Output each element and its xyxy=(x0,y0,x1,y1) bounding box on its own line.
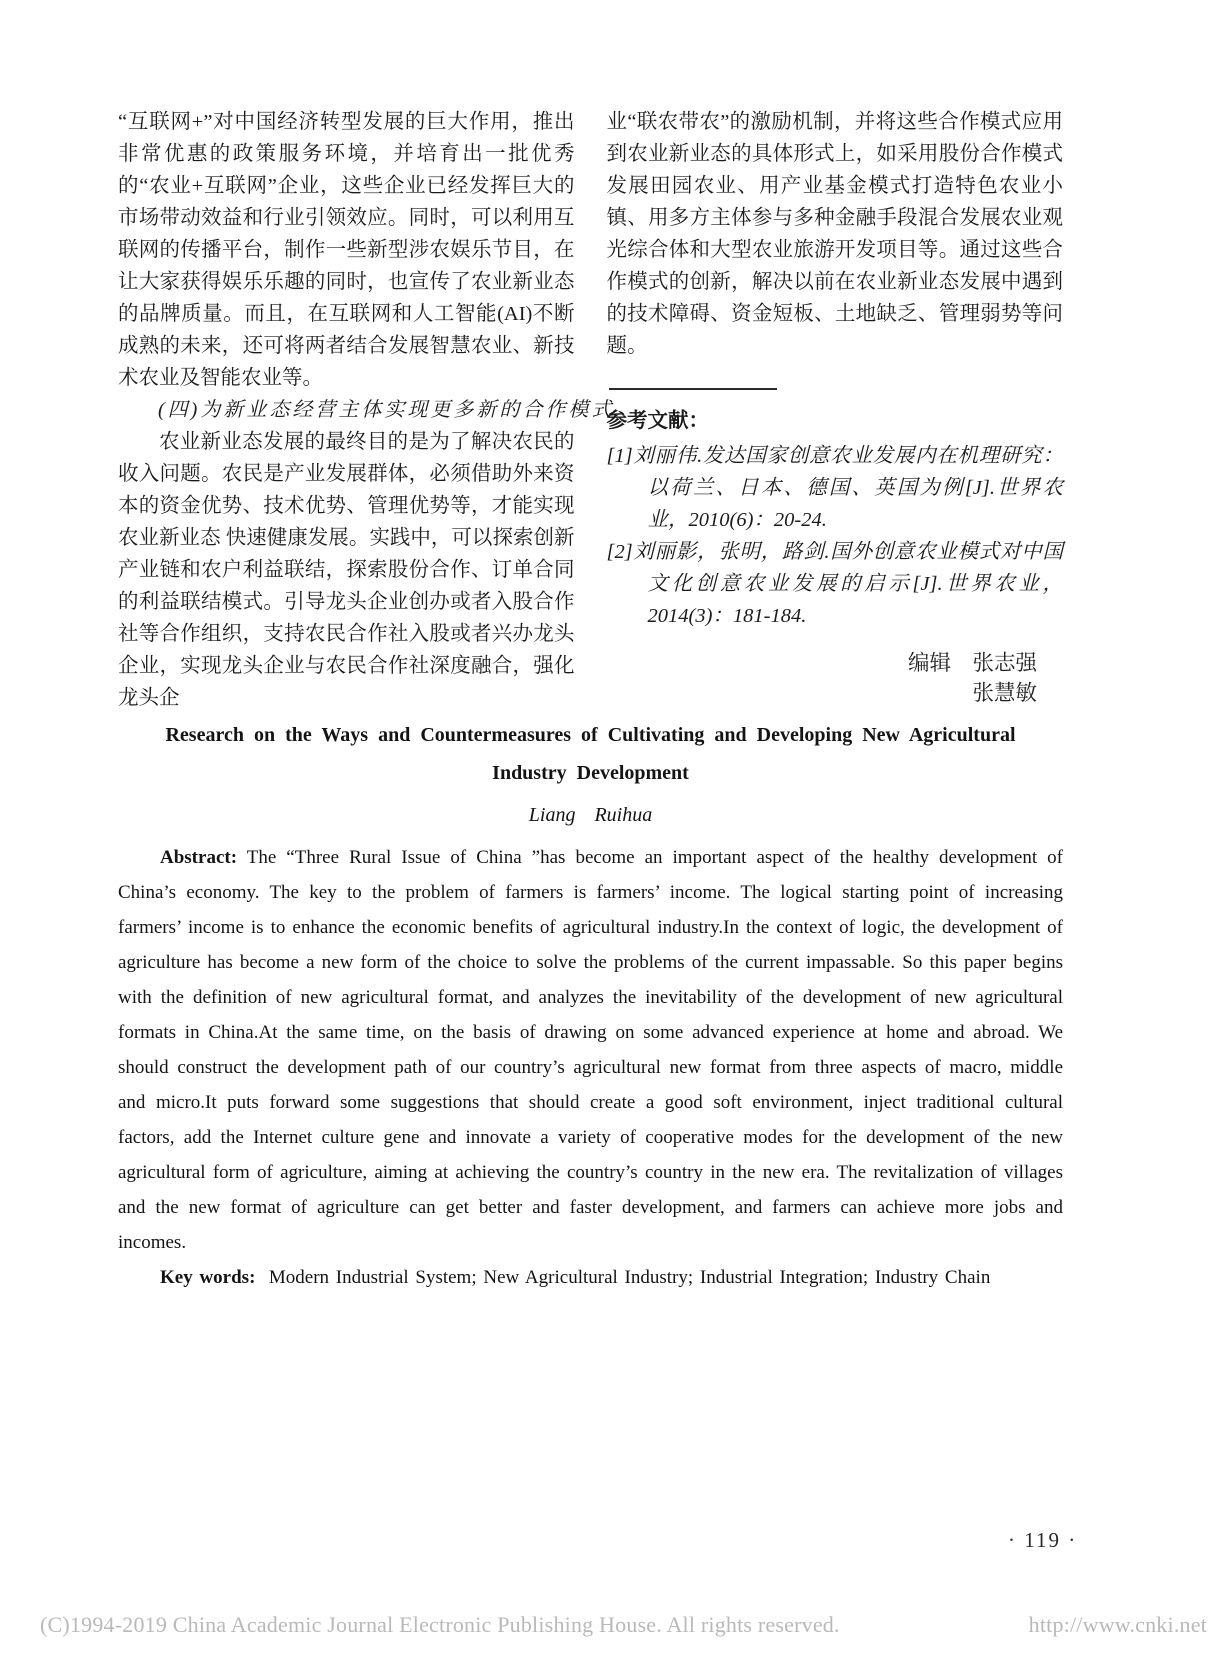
footer xyxy=(40,1612,1207,1638)
paragraph-continuation: 业“联农带农”的激励机制，并将这些合作模式应用到农业新业态的具体形式上，如采用股份合作模式发展田园农业、用产业基金模式打造特色农业小镇、用多方主体参与多种金融手段混合发展农业观光综合体和大型农业旅游开发项目等。通过这些合作模式的创新，解决以前在农业新业态发展中遇到的技术障碍、资金短板、土地缺乏、管理弱势等问题。 xyxy=(606,111,1063,357)
page-number: · 119 · xyxy=(1008,1528,1078,1552)
references-divider xyxy=(609,388,777,390)
chinese-body xyxy=(118,106,1063,714)
abstract-text: The “Three Rural Issue of China ”has become an important aspect of the healthy development of China’s economy. The key to the problem of farmers is farmers’ income. The logical starting point of increasing farmers’ income is to enhance the economic benefits of agricultural industry.In the context of logic, the development of agriculture has become a new form of the choice to solve the problems of the current impassable. So this paper begins with the definition of new agricultural format, and analyzes the inevitability of the development of new agricultural formats in China.At the same time, on the basis of drawing on some advanced experience at home and abroad. We should construct the development path of our country’s agricultural new format from three aspects of macro, middle and micro.It puts forward some suggestions that should create a good soft environment, inject traditional cultural factors, add the Internet culture gene and innovate a variety of cooperative modes for the development of the new agricultural form of agriculture, aiming at achieving the country’s country in the new era. The revitalization of villages and the new format of agriculture can get better and faster development, and farmers can achieve more jobs and incomes. xyxy=(118,847,1063,1253)
editor-line xyxy=(908,648,1037,678)
footer-url: http://www.cnki.net xyxy=(1028,1612,1207,1637)
reference-item: [2]刘丽影，张明，路剑.国外创意农业模式对中国文化创意农业发展的启示[J].世界农业，2014(3)：181-184. xyxy=(606,541,1063,627)
editor-name: 张慧敏 xyxy=(972,681,1037,705)
references-title: 参考文献： xyxy=(606,409,709,432)
keywords-text: Modern Industrial System; New Agricultural Industry; Industrial Integration; Industry Chain xyxy=(268,1267,991,1288)
copyright-text: (C)1994-2019 China Academic Journal Electronic Publishing House. All rights reserved. xyxy=(40,1612,840,1637)
right-column xyxy=(607,106,1064,714)
reference-item: [1]刘丽伟.发达国家创意农业发展内在机理研究：以荷兰、日本、德国、英国为例[J].世界农业，2010(6)：20-24. xyxy=(606,445,1063,531)
left-column xyxy=(118,106,615,714)
english-section xyxy=(118,716,1063,1295)
abstract-label: Abstract: xyxy=(160,847,238,868)
abstract-paragraph xyxy=(118,840,1063,1260)
keywords-line xyxy=(118,1260,1063,1295)
paragraph-continuation: “互联网+”对中国经济转型发展的巨大作用，推出非常优惠的政策服务环境，并培育出一批优秀的“农业+互联网”企业，这些企业已经发挥巨大的市场带动效益和行业引领效应。同时，可以利用互联网的传播平台，制作一些新型涉农娱乐节目，在让大家获得娱乐乐趣的同时，也宣传了农业新业态的品牌质量。而且，在互联网和人工智能(AI)不断成熟的未来，还可将两者结合发展智慧农业、新技术农业及智能农业等。 xyxy=(118,111,575,389)
author-name: Liang Ruihua xyxy=(528,804,653,826)
english-title-line1: Research on the Ways and Countermeasures of Cultivating and Developing New Agricultural xyxy=(165,724,1016,746)
section-heading-4: (四)为新业态经营主体实现更多新的合作模式 xyxy=(158,399,615,421)
keywords-label: Key words: xyxy=(160,1267,256,1288)
references-list xyxy=(607,440,1064,632)
editors-block xyxy=(908,648,1037,708)
paragraph: 农业新业态发展的最终目的是为了解决农民的收入问题。农民是产业发展群体，必须借助外来资本的资金优势、技术优势、管理优势等，才能实现农业新业态 快速健康发展。实践中，可以探索创新产业链和农户利益联结，探索股份合作、订单合同的利益联结模式。引导龙头企业创办或者入股合作社等合作组织，支持农民合作社入股或者兴办龙头企业，实现龙头企业与农民合作社深度融合，强化龙头企 xyxy=(118,431,575,709)
editor-label: 编辑 xyxy=(907,651,951,675)
english-title-line2: Industry Development xyxy=(492,762,689,784)
editor-name: 张志强 xyxy=(972,651,1037,675)
